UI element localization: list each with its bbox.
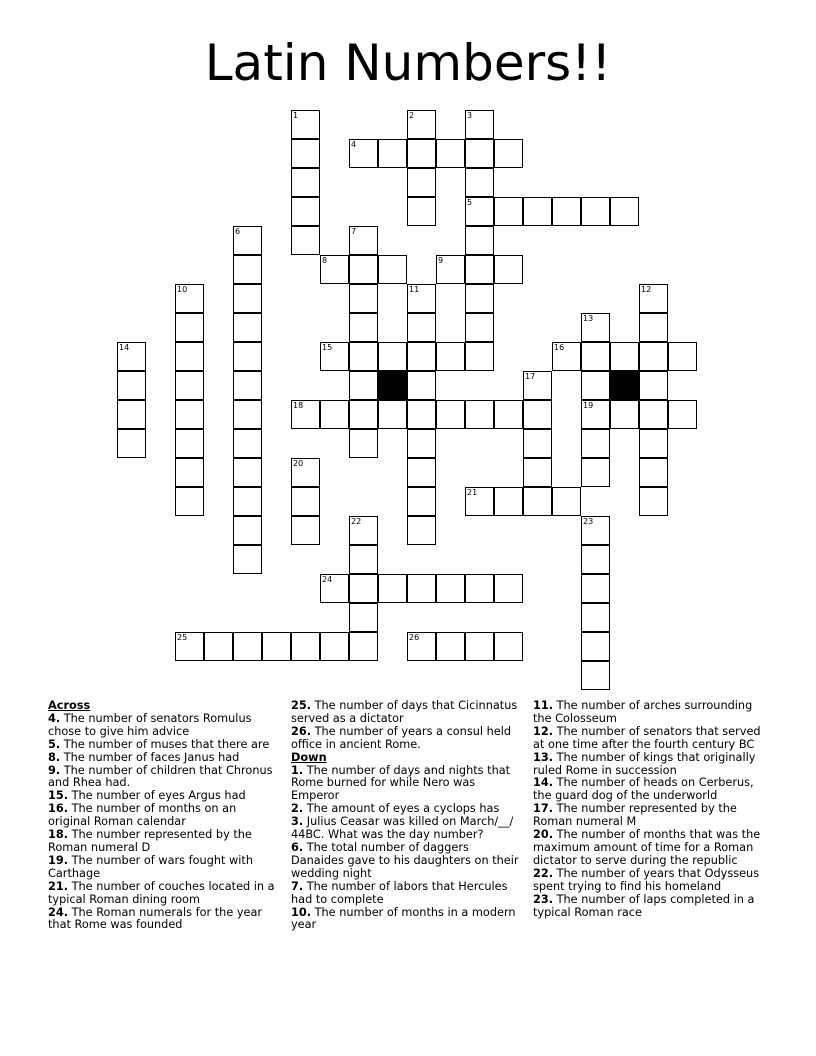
crossword-cell[interactable] [407,400,436,429]
crossword-cell[interactable] [523,487,552,516]
clue-number: 12 [641,285,652,294]
clue-item-text: The number of children that Chronus and Rhea had. [48,763,273,790]
clue-number: 11 [409,285,420,294]
clue-item-number: 9. [48,763,61,777]
clue-item [533,894,765,920]
crossword-cell[interactable] [175,284,204,313]
crossword-cell[interactable] [581,458,610,487]
clue-item [533,829,765,868]
crossword-cell[interactable] [233,342,262,371]
clue-item-number: 3. [291,815,304,829]
clue-item-number: 12. [533,724,554,738]
crossword-cell[interactable] [349,342,378,371]
clue-item-text: The number of wars fought with Carthage [48,853,254,880]
crossword-cell[interactable] [407,429,436,458]
crossword-cell[interactable] [465,197,494,226]
crossword-cell[interactable] [233,400,262,429]
crossword-cell[interactable] [117,400,146,429]
crossword-cell[interactable] [349,400,378,429]
clue-item-number: 21. [48,879,69,893]
crossword-cell[interactable] [610,400,639,429]
crossword-cell[interactable] [465,139,494,168]
clue-item-text: The number of months in a modern year [291,905,516,932]
clue-item-text: The number of senators Romulus chose to give him advice [48,711,252,738]
clue-number: 23 [583,517,594,526]
crossword-cell[interactable] [465,168,494,197]
crossword-cell[interactable] [523,429,552,458]
crossword-cell[interactable] [349,545,378,574]
crossword-cell[interactable] [581,603,610,632]
crossword-cell[interactable] [233,313,262,342]
clue-number: 17 [525,372,536,381]
clue-item [533,726,765,752]
crossword-cell[interactable] [233,371,262,400]
clue-item-number: 11. [533,699,554,712]
crossword-cell[interactable] [552,342,581,371]
crossword-cell[interactable] [523,400,552,429]
clue-item-number: 13. [533,750,554,764]
crossword-cell[interactable] [320,255,349,284]
clue-number: 26 [409,633,420,642]
crossword-cell[interactable] [407,458,436,487]
clue-number: 18 [293,401,304,410]
crossword-cell[interactable] [349,139,378,168]
clue-item-text: The number represented by the Roman numeral M [533,802,737,829]
crossword-cell[interactable] [581,661,610,690]
crossword-block [610,371,639,400]
crossword-cell[interactable] [233,284,262,313]
clue-number: 10 [177,285,188,294]
crossword-cell[interactable] [639,458,668,487]
crossword-cell[interactable] [523,197,552,226]
clue-item-number: 17. [533,802,554,816]
clue-number: 15 [322,343,333,352]
crossword-cell[interactable] [581,574,610,603]
clue-number: 3 [467,111,473,120]
clue-item-text: The number represented by the Roman numeral D [48,828,252,854]
clue-item-number: 16. [48,802,69,816]
clue-item [291,881,523,907]
crossword-cell[interactable] [291,458,320,487]
clue-item-text: The number of kings that originally ruled Rome in succession [533,750,756,777]
clue-number: 2 [409,111,415,120]
clue-number: 14 [119,343,130,352]
clue-number: 19 [583,401,594,410]
crossword-cell[interactable] [407,284,436,313]
clue-item-number: 1. [291,763,304,777]
crossword-cell[interactable] [494,400,523,429]
clue-item [533,752,765,778]
crossword-cell[interactable] [494,139,523,168]
crossword-cell[interactable] [523,458,552,487]
clue-item-number: 8. [48,750,61,764]
crossword-cell[interactable] [117,342,146,371]
crossword-cell[interactable] [378,400,407,429]
clue-item [291,726,523,752]
crossword-cell[interactable] [349,313,378,342]
clue-item-number: 6. [291,840,304,854]
clue-item-number: 4. [48,711,61,725]
clue-number: 9 [438,256,444,265]
crossword-cell[interactable] [610,197,639,226]
crossword-cell[interactable] [639,342,668,371]
clue-number: 24 [322,575,333,584]
clue-item [48,829,280,855]
crossword-cell[interactable] [581,632,610,661]
crossword-cell[interactable] [175,458,204,487]
clue-item-text: The number of faces Janus had [63,750,240,764]
crossword-cell[interactable] [175,487,204,516]
crossword-cell[interactable] [581,313,610,342]
crossword-cell[interactable] [465,400,494,429]
crossword-cell[interactable] [639,313,668,342]
page-title: Latin Numbers!! [204,34,612,92]
crossword-cell[interactable] [204,632,233,661]
clue-item-text: The number of days and nights that Rome burned for while Nero was Emperor [291,763,511,803]
crossword-cell[interactable] [349,632,378,661]
crossword-cell[interactable] [465,226,494,255]
clue-number: 21 [467,488,478,497]
clue-item [533,803,765,829]
clue-number: 22 [351,517,362,526]
crossword-cell[interactable] [291,226,320,255]
crossword-cell[interactable] [291,110,320,139]
clue-item [291,907,523,933]
clue-item-text: The number of years that Odysseus spent trying to find his homeland [533,866,760,893]
crossword-cell[interactable] [581,429,610,458]
crossword-cell[interactable] [494,574,523,603]
clue-item-number: 25. [291,699,312,712]
crossword-cell[interactable] [175,342,204,371]
crossword-cell[interactable] [581,197,610,226]
crossword-cell[interactable] [349,516,378,545]
crossword-cell[interactable] [349,429,378,458]
crossword-cell[interactable] [436,632,465,661]
clue-item-number: 22. [533,866,554,880]
crossword-cell[interactable] [581,371,610,400]
clue-item-text: The number of couches located in a typical Roman dining room [48,879,275,906]
crossword-cell[interactable] [552,487,581,516]
clues-column-1 [48,700,280,932]
crossword-cell[interactable] [465,632,494,661]
crossword-cell[interactable] [465,342,494,371]
clue-item [291,765,523,804]
crossword-cell[interactable] [175,313,204,342]
clue-item-number: 26. [291,724,312,738]
clue-item-text: The number of labors that Hercules had to complete [291,879,508,906]
clue-item-text: The number of arches surrounding the Colosseum [533,699,753,725]
crossword-cell[interactable] [407,313,436,342]
crossword-cell[interactable] [233,487,262,516]
clue-item-text: The amount of eyes a cyclops has [306,802,500,816]
clue-item [291,816,523,842]
clue-item-text: The number of months on an original Roman calendar [48,802,237,829]
crossword-cell[interactable] [407,168,436,197]
crossword-cell[interactable] [291,516,320,545]
clue-item-text: The number of laps completed in a typical Roman race [533,892,755,919]
clue-item-text: The number of months that was the maximum amount of time for a Roman dictator to serve during the republic [533,828,761,867]
clue-item-number: 19. [48,853,69,867]
crossword-cell[interactable] [291,139,320,168]
clue-item-number: 24. [48,905,69,919]
crossword-cell[interactable] [291,400,320,429]
crossword-cell[interactable] [349,226,378,255]
crossword-cell[interactable] [175,400,204,429]
crossword-cell[interactable] [407,139,436,168]
crossword-cell[interactable] [436,139,465,168]
crossword-cell[interactable] [349,255,378,284]
crossword-cell[interactable] [320,632,349,661]
clues-column-3 [533,700,765,919]
crossword-cell[interactable] [407,371,436,400]
crossword-cell[interactable] [407,110,436,139]
crossword-cell[interactable] [639,400,668,429]
clue-number: 7 [351,227,357,236]
clue-item-text: The number of eyes Argus had [71,789,246,803]
clue-item [48,803,280,829]
clue-item-number: 23. [533,892,554,906]
crossword-cell[interactable] [465,487,494,516]
crossword-cell[interactable] [291,487,320,516]
clues-column-2 [291,700,523,932]
crossword-cell[interactable] [668,342,697,371]
crossword-cell[interactable] [494,632,523,661]
crossword-cell[interactable] [581,342,610,371]
clue-item [291,842,523,881]
clue-item-number: 18. [48,828,69,842]
clue-number: 8 [322,256,328,265]
clue-number: 20 [293,459,304,468]
crossword-cell[interactable] [436,342,465,371]
clue-item-number: 5. [48,737,61,751]
crossword-cell[interactable] [494,197,523,226]
crossword-cell[interactable] [436,574,465,603]
clue-item [48,713,280,739]
crossword-cell[interactable] [639,371,668,400]
crossword-cell[interactable] [233,545,262,574]
clue-item-text: The Roman numerals for the year that Rome was founded [48,905,263,932]
clue-number: 25 [177,633,188,642]
crossword-cell[interactable] [407,487,436,516]
clue-item-number: 7. [291,879,304,893]
crossword-cell[interactable] [233,226,262,255]
clue-number: 4 [351,140,357,149]
crossword-cell[interactable] [291,197,320,226]
clue-item [533,777,765,803]
crossword-cell[interactable] [233,632,262,661]
clue-item [48,907,280,933]
crossword-block [378,371,407,400]
crossword-cell[interactable] [552,197,581,226]
clue-item [533,700,765,726]
clue-number: 5 [467,198,473,207]
crossword-cell[interactable] [233,429,262,458]
crossword-cell[interactable] [523,371,552,400]
crossword-cell[interactable] [639,487,668,516]
clue-item [48,855,280,881]
crossword-cell[interactable] [639,284,668,313]
crossword-cell[interactable] [407,516,436,545]
crossword-cell[interactable] [581,516,610,545]
crossword-cell[interactable] [117,429,146,458]
crossword-cell[interactable] [581,545,610,574]
crossword-cell[interactable] [465,574,494,603]
clue-item-number: 20. [533,828,554,842]
clue-number: 16 [554,343,565,352]
clue-item-text: The number of muses that there are [63,737,270,751]
crossword-cell[interactable] [117,371,146,400]
crossword-cell[interactable] [349,574,378,603]
crossword-cell[interactable] [175,632,204,661]
clue-item-number: 14. [533,776,554,790]
crossword-cell[interactable] [378,139,407,168]
crossword-cell[interactable] [407,632,436,661]
crossword-cell[interactable] [436,400,465,429]
clue-number: 13 [583,314,594,323]
crossword-cell[interactable] [465,284,494,313]
clue-item-text: The number of heads on Cerberus, the guard dog of the underworld [533,776,754,803]
clue-section-header: Across [48,699,91,712]
clue-item-text: The total number of daggers Danaides gave to his daughters on their wedding night [291,840,519,880]
crossword-cell[interactable] [639,429,668,458]
crossword-cell[interactable] [581,400,610,429]
clue-item [48,881,280,907]
crossword-cell[interactable] [233,516,262,545]
clue-item-text: The number of senators that served at one time after the fourth century BC [533,724,761,751]
crossword-cell[interactable] [175,371,204,400]
clue-item [291,700,523,726]
crossword-cell[interactable] [349,603,378,632]
crossword-cell[interactable] [436,255,465,284]
crossword-cell[interactable] [291,632,320,661]
crossword-cell[interactable] [175,429,204,458]
crossword-cell[interactable] [378,342,407,371]
clue-number: 6 [235,227,241,236]
clue-item-text: Julius Ceasar was killed on March/__/ 44BC. What was the day number? [291,815,514,842]
crossword-cell[interactable] [465,110,494,139]
crossword-cell[interactable] [349,371,378,400]
crossword-cell[interactable] [378,255,407,284]
clue-item-number: 2. [291,802,304,816]
crossword-cell[interactable] [320,574,349,603]
crossword-cell[interactable] [494,487,523,516]
clue-item-text: The number of days that Cicinnatus served as a dictator [291,699,518,725]
clue-item-number: 15. [48,789,69,803]
crossword-cell[interactable] [233,458,262,487]
crossword-cell[interactable] [668,400,697,429]
clue-section-header: Down [291,750,327,764]
crossword-cell[interactable] [378,574,407,603]
crossword-cell[interactable] [262,632,291,661]
clue-item [533,868,765,894]
clue-number: 1 [293,111,299,120]
crossword-cell[interactable] [407,197,436,226]
crossword-cell[interactable] [291,168,320,197]
clue-item [48,765,280,791]
crossword-cell[interactable] [610,342,639,371]
crossword-cell[interactable] [407,574,436,603]
crossword-cell[interactable] [233,255,262,284]
crossword-cell[interactable] [320,400,349,429]
crossword-cell[interactable] [349,284,378,313]
crossword-cell[interactable] [494,255,523,284]
crossword-cell[interactable] [465,313,494,342]
clue-item-text: The number of years a consul held office in ancient Rome. [291,724,512,751]
crossword-cell[interactable] [465,255,494,284]
crossword-cell[interactable] [407,342,436,371]
clue-item-number: 10. [291,905,312,919]
crossword-cell[interactable] [320,342,349,371]
